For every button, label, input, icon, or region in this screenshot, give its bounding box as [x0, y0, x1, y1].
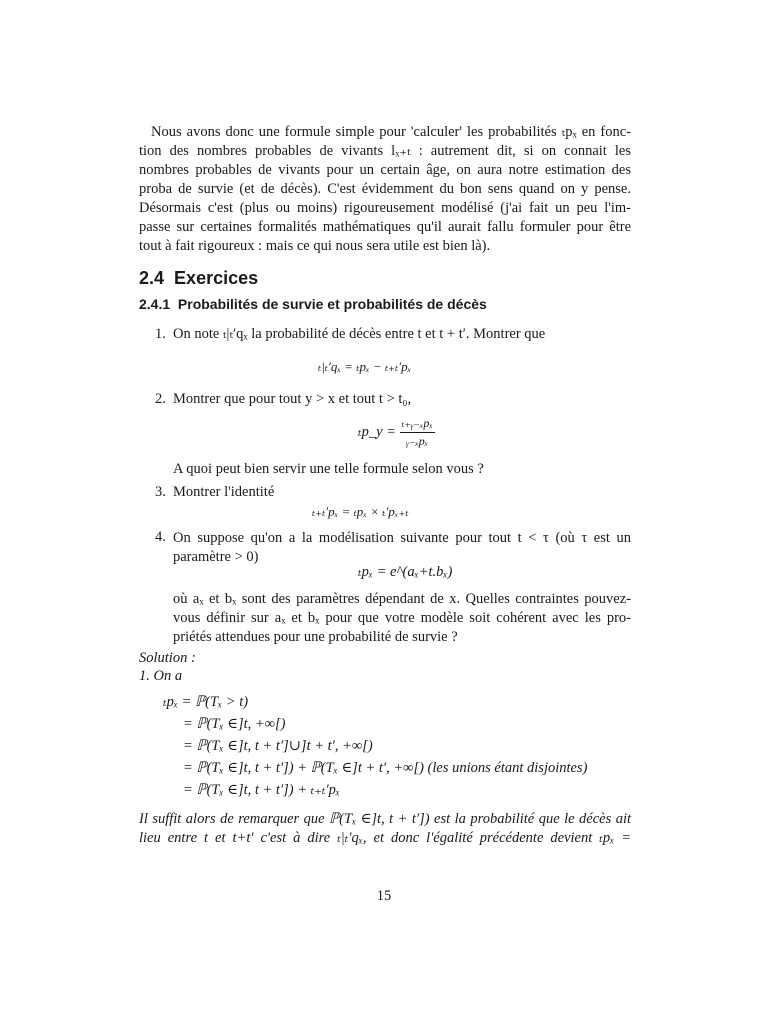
section-title: Exercices: [174, 268, 259, 288]
formula-lhs: ₜp_y =: [358, 423, 396, 440]
intro-line: passe sur certaines formalités mathématiques qu'il aurait fallu formuler pour être: [139, 219, 631, 235]
intro-line: Nous avons donc une formule simple pour 'calculer' les probabilités ₜpₓ en fonc-: [151, 124, 631, 140]
exercise-formula: ₜ|ₜ′qₓ = ₜpₓ − ₜ₊ₜ′pₓ: [318, 359, 412, 374]
subsection-number: 2.4.1: [139, 296, 171, 312]
intro-line: nombres probables de vivants pour un certain âge, on aura notre estimation des: [139, 162, 631, 178]
intro-line: tout à fait rigoureux : mais ce qui nous sera utile est bien là).: [139, 238, 491, 254]
intro-line: tion des nombres probables de vivants lₓ₊ₜ : autrement dit, si on connait les: [139, 143, 631, 159]
formula-fraction: [400, 416, 435, 449]
exercise-number: 1.: [155, 326, 166, 342]
subsection-title: Probabilités de survie et probabilités de décès: [177, 296, 487, 312]
section-heading: [139, 268, 258, 289]
fraction-numerator: ₜ₊ᵧ₋ₓpₓ: [400, 416, 435, 433]
exercise-number: 4.: [155, 529, 166, 545]
equation-line: ₜpₓ = ℙ(Tₓ > t): [163, 694, 249, 710]
exercise-formula: [358, 416, 435, 449]
solution-step: 1. On a: [139, 668, 183, 684]
solution-text: lieu entre t et t+t' c'est à dire ₜ|ₜ′qₓ, et donc l'égalité précédente devient ₜpₓ =: [139, 830, 631, 846]
exercise-formula: ₜpₓ = e^(aₓ+t.bₓ): [358, 564, 453, 580]
exercise-text: où aₓ et bₓ sont des paramètres dépendant de x. Quelles contraintes pouvez-: [173, 591, 631, 607]
exercise-question: A quoi peut bien servir une telle formule selon vous ?: [173, 461, 484, 477]
equation-line: = ℙ(Tₓ ∈]t, +∞[): [183, 716, 286, 732]
equation-line: = ℙ(Tₓ ∈]t, t + t′]) + ℙ(Tₓ ∈]t + t′, +∞[) (les unions étant disjointes): [183, 760, 588, 776]
exercise-text: paramètre > 0): [173, 549, 259, 565]
exercise-text: Montrer que pour tout y > x et tout t > t₀,: [173, 391, 412, 407]
intro-line: proba de survie (et de décès). C'est évidemment du bon sens quand on y pense.: [139, 181, 631, 197]
section-number: 2.4: [139, 268, 165, 288]
equation-line: = ℙ(Tₓ ∈]t, t + t′]) + ₜ₊ₜ′pₓ: [183, 782, 340, 798]
exercise-text: On suppose qu'on a la modélisation suivante pour tout t < τ (où τ est un: [173, 530, 631, 546]
subsection-heading: [139, 296, 487, 312]
exercise-text: Montrer l'identité: [173, 484, 275, 500]
exercise-number: 3.: [155, 484, 166, 500]
equation-line: = ℙ(Tₓ ∈]t, t + t′]∪]t + t′, +∞[): [183, 738, 373, 754]
exercise-text: On note ₜ|ₜ′qₓ la probabilité de décès entre t et t + t′. Montrer que: [173, 326, 546, 342]
fraction-denominator: ᵧ₋ₓpₓ: [406, 434, 429, 448]
page-number: 15: [376, 888, 392, 904]
intro-line: Désormais c'est (plus ou moins) rigoureusement modélisé (j'ai fait un peu l'im-: [139, 200, 631, 216]
exercise-text: vous définir sur aₓ et bₓ pour que votre modèle soit cohérent avec les pro-: [173, 610, 631, 626]
exercise-number: 2.: [155, 391, 166, 407]
exercise-formula: ₜ₊ₜ′pₓ = ₜpₓ × ₜ′pₓ₊ₜ: [312, 504, 409, 519]
exercise-text: priétés attendues pour une probabilité de survie ?: [173, 629, 458, 645]
solution-label: Solution :: [139, 650, 196, 666]
solution-text: Il suffit alors de remarquer que ℙ(Tₓ ∈]t, t + t′]) est la probabilité que le décès ait: [139, 811, 631, 827]
